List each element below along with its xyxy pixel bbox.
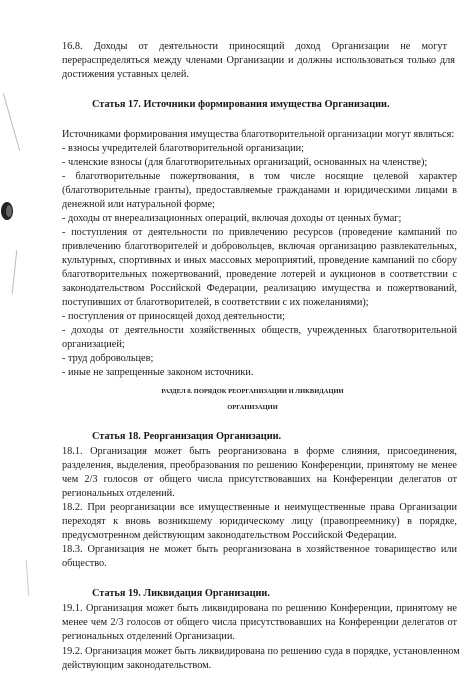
paragraph-line: организацией; — [62, 339, 125, 350]
list-item: - взносы учредителей благотворительной организации; — [62, 143, 304, 154]
list-item: - поступления от приносящей доход деятельности; — [62, 311, 285, 322]
paragraph-line: 19.1. Организация может быть ликвидирована по решению Конференции, принятому не — [62, 603, 457, 614]
paragraph-line: привлечению благотворителей и добровольцев, включая организацию развлекательных, — [62, 241, 457, 252]
paragraph-line: региональных отделений Организации. — [62, 631, 235, 642]
paragraph-line: менее чем 2/3 голосов от общего числа присутствовавших на Конференции делегатов от — [62, 617, 457, 628]
paragraph-line: 18.2. При реорганизации все имущественные и неимущественные права Организации — [62, 502, 457, 513]
section-heading: РАЗДЕЛ 8. ПОРЯДОК РЕОРГАНИЗАЦИИ И ЛИКВИДАЦИИ — [161, 388, 344, 395]
paragraph-line: культурных, спортивных и иных массовых мероприятий, проведение кампаний по сбору — [62, 255, 457, 266]
list-item: - благотворительные пожертвования, в том числе носящие целевой характер — [62, 171, 457, 182]
paragraph-line: поступивших от благотворителей, в соответствии с их пожеланиями); — [62, 297, 369, 308]
list-item: - доходы от внереализационных операций, включая доходы от ценных бумаг; — [62, 213, 402, 224]
list-item: - членские взносы (для благотворительных организаций, основанных на членстве); — [62, 157, 428, 168]
paragraph-line: денежной или натуральной форме; — [62, 199, 215, 210]
list-item: - поступления от деятельности по привлечению ресурсов (проведение кампаний по — [62, 227, 457, 238]
paragraph-line: предусмотренном действующим законодательством Российской Федерации. — [62, 530, 397, 541]
paragraph-line: 19.2. Организация может быть ликвидирована по решению суда в порядке, установленном — [62, 646, 460, 657]
paragraph-line: разделения, выделения, преобразования по решению Конференции, принятому не менее — [62, 460, 457, 471]
scan-artifact-line — [12, 250, 18, 294]
paragraph-line: переходят к вновь возникшему юридическому лицу (правопреемнику) в порядке, — [62, 516, 457, 527]
paragraph-line: перераспределяться между членами Организации и должны использоваться только для — [62, 55, 455, 66]
paragraph-line: (благотворительные гранты), предоставляемые гражданами и юридическими лицами в — [62, 185, 457, 196]
list-item: - доходы от деятельности хозяйственных обществ, учрежденных благотворительной — [62, 325, 457, 336]
list-item: - иные не запрещенные законом источники. — [62, 367, 254, 378]
paragraph-line: благотворительных пожертвований, проведение лотерей и аукционов в соответствии с — [62, 269, 457, 280]
paragraph-line: действующим законодательством. — [62, 660, 212, 671]
punch-hole-mark — [0, 200, 14, 222]
paragraph-line: 18.3. Организация не может быть реорганизована в хозяйственное товарищество или — [62, 544, 457, 555]
paragraph-line: 18.1. Организация может быть реорганизована в форме слияния, присоединения, — [62, 446, 457, 457]
section-heading: ОРГАНИЗАЦИИ — [227, 404, 278, 411]
paragraph-line: общество. — [62, 558, 107, 569]
paragraph-line: законодательством Российской Федерации, реализацию имущества и пожертвований, — [62, 283, 457, 294]
article-heading: Статья 17. Источники формирования имущества Организации. — [92, 99, 390, 110]
paragraph-line: 16.8. Доходы от деятельности приносящий доход Организации не могут — [62, 41, 447, 52]
article-heading: Статья 19. Ликвидация Организации. — [92, 588, 270, 599]
paragraph-line: достижения уставных целей. — [62, 69, 189, 80]
scan-artifact-line — [3, 93, 20, 151]
scan-artifact-line — [26, 560, 30, 596]
list-item: - труд добровольцев; — [62, 353, 154, 364]
article-heading: Статья 18. Реорганизация Организации. — [92, 431, 282, 442]
paragraph-line: Источниками формирования имущества благотворительной организации могут являться: — [62, 129, 455, 140]
paragraph-line: региональных отделений. — [62, 488, 175, 499]
paragraph-line: чем 2/3 голосов от общего числа присутствовавших на Конференции делегатов от — [62, 474, 457, 485]
